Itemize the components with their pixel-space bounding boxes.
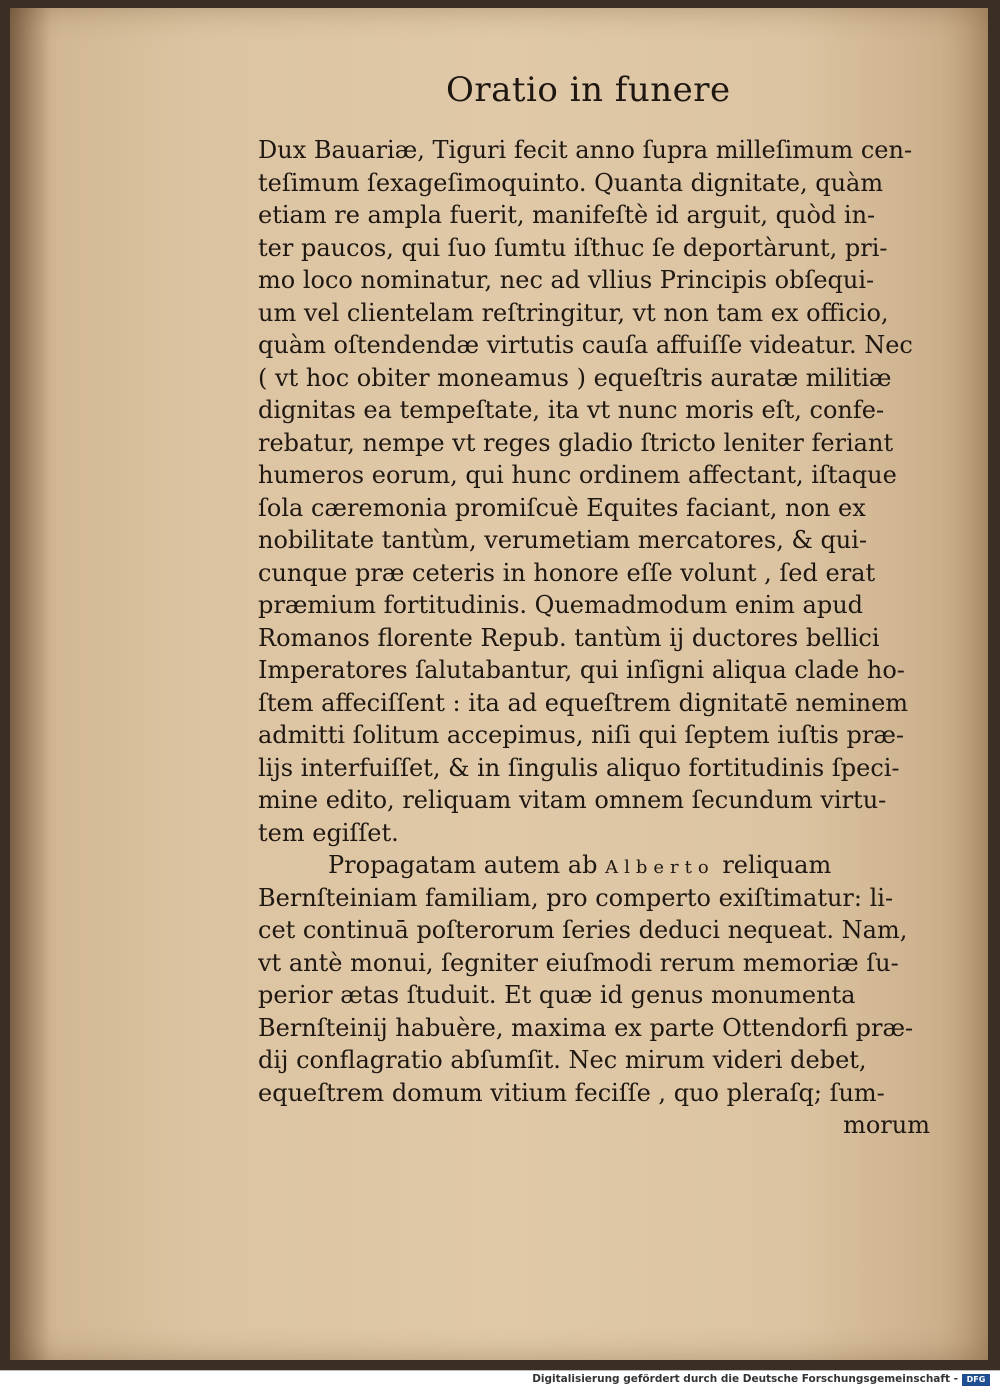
text-line: Bernſteiniam familiam, pro comperto exiſtimatur: li- bbox=[258, 883, 894, 912]
footer-credit: Digitalisierung gefördert durch die Deutsche Forschungsgemeinschaft - bbox=[532, 1373, 958, 1385]
paragraph-opening-line bbox=[258, 849, 930, 882]
text-line: tem egiſſet. bbox=[258, 818, 399, 847]
text-line: Bernſteinij habuère, maxima ex parte Ottendorfi præ- bbox=[258, 1013, 914, 1042]
text-line: vt antè monui, ſegniter eiuſmodi rerum memoriæ ſu- bbox=[258, 948, 899, 977]
text-line: cet continuā poſterorum ſeries deduci nequeat. Nam, bbox=[258, 916, 908, 944]
text-line: Imperatores ſalutabantur, qui inſigni aliqua clade ho- bbox=[258, 656, 905, 684]
text-line: Romanos florente Repub. tantùm ij ductores bellici bbox=[258, 623, 880, 652]
text-line: etiam re ampla fuerit, manifeſtè id arguit, quòd in- bbox=[258, 201, 876, 229]
text-line: humeros eorum, qui hunc ordinem affectant, iſtaque bbox=[258, 461, 897, 489]
text-line: nobilitate tantùm, verumetiam mercatores, & qui- bbox=[258, 526, 868, 554]
text-line: admitti ſolitum accepimus, niſi qui ſeptem iuſtis præ- bbox=[258, 721, 905, 749]
text-line: quàm oſtendendæ virtutis cauſa affuiſſe videatur. Nec bbox=[258, 331, 913, 359]
catchword: morum bbox=[843, 1111, 930, 1139]
text-line: mine edito, reliquam vitam omnem ſecundum virtu- bbox=[258, 786, 887, 814]
text-line: rebatur, nempe vt reges gladio ſtricto leniter feriant bbox=[258, 428, 894, 457]
paragraph-opening-text: Propagatam autem ab bbox=[328, 851, 598, 879]
page-gutter-shadow bbox=[10, 8, 50, 1360]
paragraph-opening-suffix: reliquam bbox=[722, 851, 832, 879]
text-line: mo loco nominatur, nec ad vllius Principis obſequi- bbox=[258, 266, 875, 294]
text-line: dij conflagratio abſumſit. Nec mirum videri debet, bbox=[258, 1046, 867, 1074]
name-small-caps: Alberto bbox=[605, 857, 715, 878]
text-line: teſimum ſexageſimoquinto. Quanta dignitate, quàm bbox=[258, 168, 884, 197]
text-line: dignitas ea tempeſtate, ita vt nunc moris eſt, confe- bbox=[258, 396, 885, 424]
text-line: ter paucos, qui ſuo ſumtu iſthuc ſe deportàrunt, pri- bbox=[258, 233, 888, 262]
dfg-logo: DFG bbox=[962, 1374, 990, 1386]
footer-bar bbox=[0, 1370, 1000, 1390]
text-line: Dux Bauariæ, Tiguri fecit anno ſupra milleſimum cen- bbox=[258, 136, 913, 164]
text-line: ſola cæremonia promiſcuè Equites faciant, non ex bbox=[258, 493, 866, 522]
running-head: Oratio in funere bbox=[446, 70, 731, 110]
body-text bbox=[258, 134, 930, 1142]
text-line: lijs interfuiſſet, & in ſingulis aliquo fortitudinis ſpeci- bbox=[258, 753, 900, 782]
text-line: equeſtrem domum vitium feciſſe , quo pleraſq; ſum- bbox=[258, 1078, 885, 1107]
text-line: ( vt hoc obiter moneamus ) equeſtris auratæ militiæ bbox=[258, 363, 892, 392]
text-line: perior ætas ſtuduit. Et quæ id genus monumenta bbox=[258, 981, 856, 1009]
text-line: ſtem affeciſſent : ita ad equeſtrem dignitatē neminem bbox=[258, 688, 909, 717]
text-line: præmium fortitudinis. Quemadmodum enim apud bbox=[258, 591, 864, 619]
text-line: cunque præ ceteris in honore eſſe volunt , ſed erat bbox=[258, 558, 876, 587]
text-line: um vel clientelam reſtringitur, vt non tam ex officio, bbox=[258, 298, 889, 327]
